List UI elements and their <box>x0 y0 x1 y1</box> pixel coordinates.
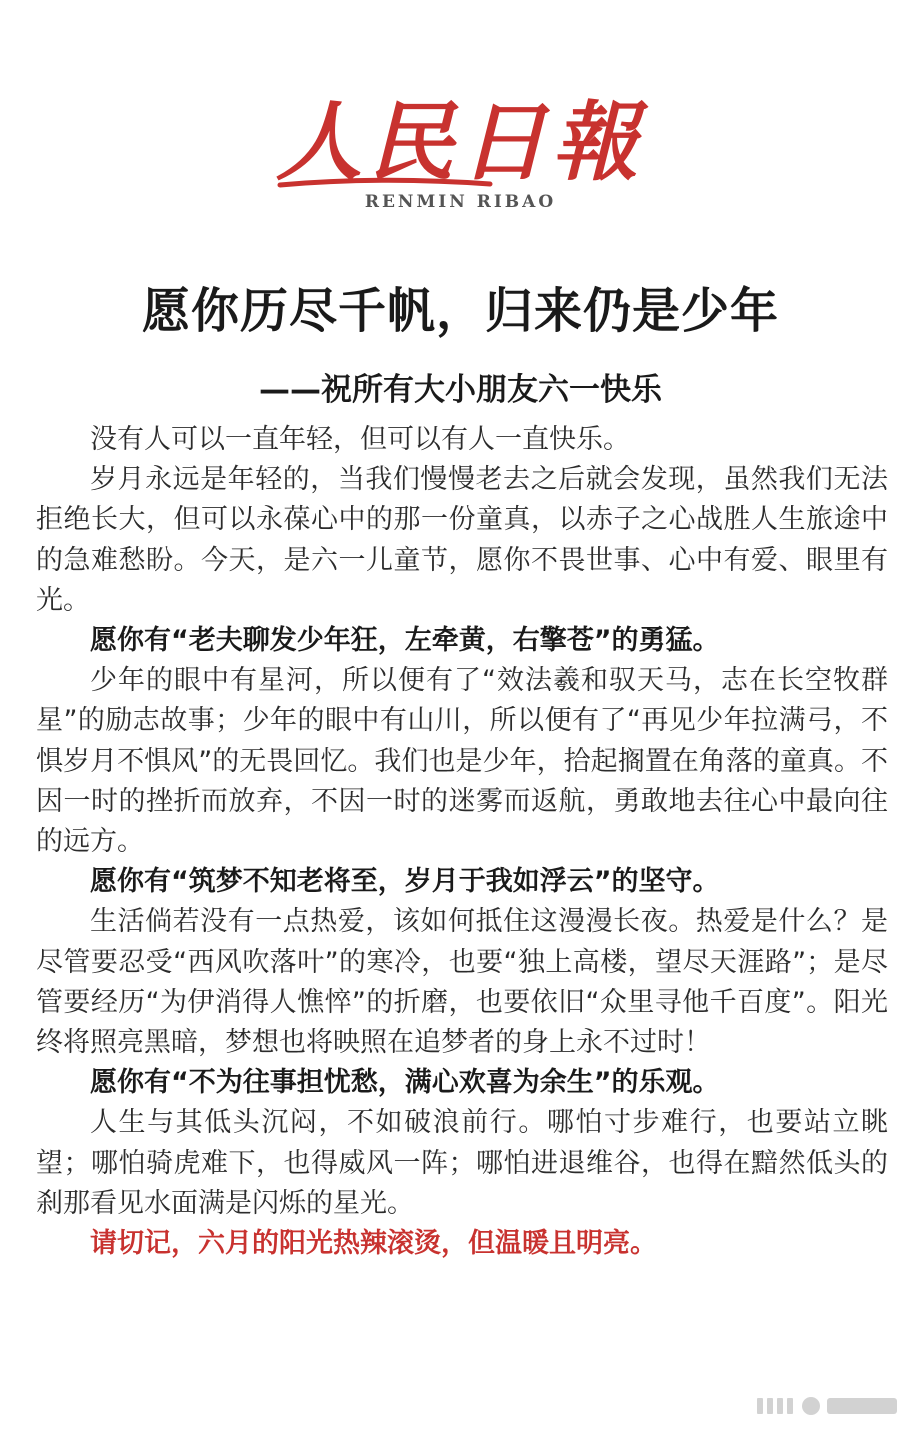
paragraph-4: 生活倘若没有一点热爱，该如何抵住这漫漫长夜。热爱是什么？是尽管要忍受“西风吹落叶”的寒冷，也要“独上高楼，望尽天涯路”；是尽管要经历“为伊消得人憔悴”的折磨，也要依旧“众里寻他千百度”。阳光终将照亮黑暗，梦想也将映照在追梦者的身上永不过时！ <box>36 906 888 1059</box>
section-heading-1: 愿你有“老夫聊发少年狂，左牵黄，右擎苍”的勇猛。 <box>90 625 720 657</box>
paragraph-3: 少年的眼中有星河，所以便有了“效法羲和驭天马，志在长空牧群星”的励志故事；少年的眼中有山川，所以便有了“再见少年拉满弓，不惧岁月不惧风”的无畏回忆。我们也是少年，拾起搁置在角落的童真。不因一时的挫折而放弃，不因一时的迷雾而返航，勇敢地去往心中最向往的远方。 <box>36 665 888 858</box>
logo-calligraphy: 人民日報 <box>276 92 644 193</box>
paragraph-1: 没有人可以一直年轻，但可以有人一直快乐。 <box>90 424 630 455</box>
masthead-pinyin: RENMIN RIBAO <box>364 192 557 212</box>
article-body <box>36 420 888 1264</box>
closing-line: 请切记，六月的阳光热辣滚烫，但温暖且明亮。 <box>90 1228 657 1260</box>
paragraph-5: 人生与其低头沉闷，不如破浪前行。哪怕寸步难行，也要站立眺望；哪怕骑虎难下，也得威风一阵；哪怕进退维谷，也得在黯然低头的刹那看见水面满是闪烁的星光。 <box>36 1107 888 1219</box>
paragraph-2: 岁月永远是年轻的，当我们慢慢老去之后就会发现，虽然我们无法拒绝长大，但可以永葆心中的那一份童真，以赤子之心战胜人生旅途中的急难愁盼。今天，是六一儿童节，愿你不畏世事、心中有爱、眼里有光。 <box>36 464 888 616</box>
section-heading-2: 愿你有“筑梦不知老将至，岁月于我如浮云”的坚守。 <box>90 866 720 898</box>
renmin-ribao-logo <box>260 80 660 210</box>
article-title: 愿你历尽千帆，归来仍是少年 <box>141 283 779 339</box>
masthead <box>0 70 921 230</box>
watermark-icon <box>753 1392 903 1418</box>
article-subtitle: ——祝所有大小朋友六一快乐 <box>259 372 662 408</box>
section-heading-3: 愿你有“不为往事担忧愁，满心欢喜为余生”的乐观。 <box>90 1067 720 1099</box>
